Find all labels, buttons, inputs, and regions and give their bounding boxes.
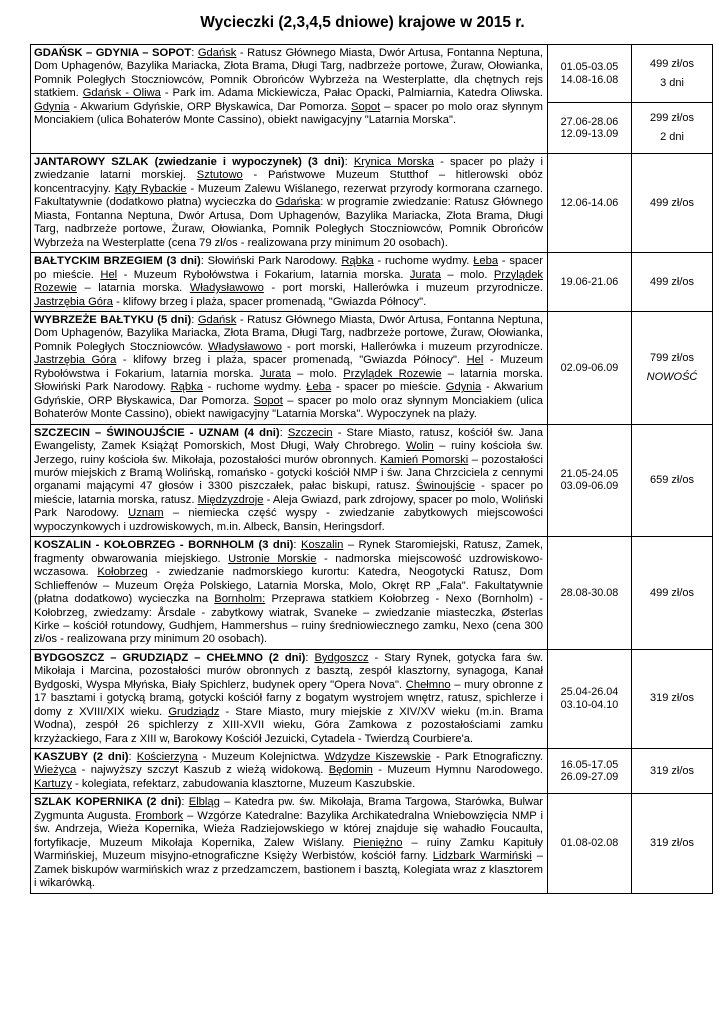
price-text: NOWOŚĆ: [646, 370, 698, 383]
place-name: Hel: [100, 268, 118, 281]
description-text: :: [293, 539, 302, 552]
description-text: :: [305, 651, 315, 664]
description-text: - spacer po mieście, latarnia morska, ratusz.: [34, 480, 543, 506]
date-range: 14.08-16.08: [560, 73, 619, 86]
tour-dates: [548, 537, 632, 650]
date-range: 19.06-21.06: [560, 275, 619, 288]
place-name: Władysławowo: [208, 340, 283, 353]
place-name: Międzyzdroje: [197, 493, 264, 506]
price-text: 499 zł/os: [649, 275, 695, 288]
description-text: – spacer po molo oraz słynnym Monciakiem (ulica Bohaterów Monte Cassino), obiekt nawigacyjny "Latarnia Morska". Wypoczynek na plaży.: [34, 394, 544, 421]
date-range: 01.08-02.08: [560, 837, 619, 850]
description-text: - spacer po mieście.: [331, 381, 446, 394]
place-name: Jastrzębia Góra: [34, 354, 117, 367]
place-name: Frombork: [135, 809, 184, 822]
description-text: – molo.: [290, 367, 344, 380]
price-text: 319 zł/os: [649, 764, 695, 777]
description-text: - Muzeum Hymnu Narodowego.: [372, 764, 543, 777]
description-text: - klifowy brzeg i plaża, spacer promenadą, "Gwiazda Północy".: [112, 295, 427, 308]
description-text: - spacer po plaży i zwiedzanie latarni morskiej.: [34, 156, 543, 182]
description-text: - Park Etnograficzny.: [430, 751, 543, 764]
tour-dates: [548, 154, 632, 253]
place-name: Kartuzy: [34, 777, 72, 790]
date-range: 12.06-14.06: [560, 196, 619, 209]
description-text: - Aleja Gwiazd, park zdrojowy, spacer po molo, Woliński Park Narodowy.: [34, 493, 543, 520]
place-name: Gdynia: [445, 381, 482, 394]
place-name: Jurata: [409, 268, 441, 281]
description-text: - Państwowe Muzeum Stutthof – hitlerowski obóz koncentracyjny.: [34, 169, 543, 195]
tour-name: KASZUBY (2 dni): [34, 751, 129, 764]
tour-description: [31, 45, 548, 154]
place-name: Kościerzyna: [136, 751, 198, 764]
tour-name: BAŁTYCKIM BRZEGIEM (3 dni): [34, 255, 201, 268]
description-text: – Wzgórze Katedralne: Bazylika Archikatedralna Wniebowzięcia NMP i św. Andrzeja, Wieża Kopernika, Wieża Radziejowskiego w której znajduje się wahadło Foucaulta, fortyfikacje, Muzeum Mikołaja Kopernika, Zalew Wiślany.: [34, 809, 543, 849]
description-text: :: [191, 47, 198, 59]
description-text: - spacer po mieście.: [34, 255, 543, 281]
tour-name: GDAŃSK – GDYNIA – SOPOT: [34, 47, 192, 59]
description-text: - Park im. Adama Mickiewicza, Pałac Opacki, Palmiarnia, Katedra Oliwska.: [160, 87, 543, 100]
price-text: 659 zł/os: [649, 473, 695, 486]
description-text: – Katedra pw. św. Mikołaja, Brama Targowa, Starówka, Bulwar Zygmunta Augusta.: [34, 796, 544, 822]
description-text: – ruiny kościoła św. Jerzego, ruiny kościoła św. Mikołaja, pozostałości murów obronnych.: [34, 440, 543, 466]
tour-price: [632, 794, 713, 893]
place-name: Gdynia: [34, 100, 70, 113]
description-text: - Stare Miasto, ratusz, kościół św. Jana Ewangelisty, Zamek Książąt Pomorskich, Most Długi, Wały Chrobrego.: [34, 426, 543, 453]
place-name: Przylądek Rozewie: [343, 367, 442, 380]
place-name: Łeba: [306, 381, 332, 394]
description-text: – latarnia morska. Słowiński Park Narodowy.: [34, 367, 543, 394]
description-text: :: [191, 313, 198, 326]
tour-price: [632, 311, 713, 424]
description-text: :: [128, 751, 137, 764]
place-name: Kamień Pomorski: [380, 453, 469, 466]
place-name: Łeba: [473, 255, 499, 268]
tour-description: [31, 537, 548, 650]
place-name: Chełmno: [405, 678, 451, 691]
price-text: 499 zł/os: [649, 57, 695, 70]
tour-dates: [548, 103, 632, 154]
description-text: :: [181, 796, 189, 809]
page-title: Wycieczki (2,3,4,5 dniowe) krajowe w 2015 r.: [200, 14, 525, 31]
tour-description: [31, 794, 548, 893]
place-name: Wdzydze Kiszewskie: [324, 751, 431, 764]
tour-row: [31, 537, 713, 650]
place-name: Grudziądz: [168, 705, 220, 718]
tour-row: [31, 649, 713, 748]
description-text: - zwiedzanie nadmorskiego kurortu: Katedra, Neogotycki Ratusz, Dom Schlieffenów – Muzeum Oręża Polskiego, Latarnia Morska, Molo, Okręt RP „Fala". Fakultatywnie (płatna dodatkowo) wycieczka na: [34, 566, 543, 606]
price-text: 799 zł/os: [649, 351, 695, 364]
place-name: Świnoujście: [416, 480, 476, 493]
tour-description: [31, 253, 548, 312]
description-text: - Akwarium Gdyńskie, ORP Błyskawica, Dar Pomorza.: [34, 381, 543, 407]
tour-name: SZLAK KOPERNIKA (2 dni): [34, 796, 182, 809]
place-name: Sopot: [253, 394, 283, 407]
place-name: Uznam: [128, 507, 164, 520]
description-text: - Muzeum Rybołówstwa i Fokarium, latarnia morska.: [117, 268, 410, 281]
tour-row: [31, 45, 713, 103]
description-text: - Akwarium Gdyńskie, ORP Błyskawica, Dar Pomorza.: [69, 100, 352, 113]
description-text: – spacer po molo oraz słynnym Monciakiem (ulica Bohaterów Monte Cassino), obiekt nawigacyjny "Latarnia Morska".: [34, 100, 543, 127]
place-name: Wieżyca: [34, 764, 77, 777]
place-name: Przylądek Rozewie: [34, 268, 544, 295]
description-text: – Zamek biskupów warmińskich wraz z przedzamczem, bastionem i basztą, Kolegiata wraz z klasztorem i wikarówką.: [34, 850, 543, 890]
tour-price: [632, 103, 713, 154]
price-text: 319 zł/os: [649, 692, 695, 705]
tour-name: SZCZECIN – ŚWINOUJŚCIE - UZNAM (4 dni): [34, 426, 280, 439]
description-text: - Ratusz Głównego Miasta, Dwór Artusa, Fontanna Neptuna, Dom Uphagenów, Bazylika Mariacka, Złota Brama, Długi Targ, nadbrzeże portowe, Żuraw, Ołowianka, Pomnik Poległych Stoczniowców, Pomnik Obrońców Wybrzeża na Westerplatte, dla chętnych rejs statkiem.: [34, 47, 543, 100]
place-name: Kąty Rybackie: [114, 182, 187, 195]
date-range: 03.09-06.09: [560, 480, 619, 493]
place-name: Sopot: [351, 100, 381, 113]
tour-description: [31, 649, 548, 748]
place-name: Lidzbark Warmiński: [432, 850, 532, 863]
place-name: Koszalin: [301, 539, 344, 552]
description-text: - Stare Miasto, mury miejskie z XIV/XV wieku (m.in. Brama Wodna), zespół 26 spichlerzy z XIII-XVII wieku, Góra Zamkowa z pozostałościami zamku krzyżackiego, Fara z XIII w, Barokowy Kościół Jezuicki, Cytadela - Twierdzą Courbiere'a.: [34, 705, 543, 745]
description-text: - Stary Rynek, gotycka fara św. Mikołaja i Marcina, pozostałości murów obronnych z basztą, zespół klasztorny, synagoga, Kanał Bydgoski, Wyspa Młyńska, Biały Spichlerz, budynek opery "Opera Nova".: [34, 651, 543, 691]
description-text: – pozostałości murów miejskich z Bramą Wolińską, romańsko - gotycki kościół NMP i św. Jana Chrzciciela z cennymi organami mającymi 47 głosów i 3300 piszczałek, pałac biskupi, ratusz.: [34, 453, 543, 493]
price-text: 3 dni: [660, 76, 684, 89]
description-text: - ruchome wydmy.: [373, 255, 474, 268]
tour-row: [31, 311, 713, 424]
place-name: Sztutowo: [196, 169, 243, 182]
description-text: Przeprawa statkiem Kołobrzeg - Nexo (Bornholm) - Kołobrzeg, zwiedzamy: Årsdale - zabytkowy wiatrak, Svaneke – zwiedzanie miasteczka, Østerlas Kirke – kościół rotundowy, Gudhjem, Hammershus – ruiny średniowiecznego zamku, Nexo (cena 300 zł/os - realizowana przy minimum 20 osobach).: [34, 593, 543, 646]
tour-name: WYBRZEŻE BAŁTYKU (5 dni): [34, 313, 192, 326]
place-name: Hel: [466, 354, 484, 367]
tour-dates: [548, 424, 632, 537]
price-text: 2 dni: [660, 131, 684, 143]
description-text: - Muzeum Zalewu Wiślanego, rezerwat przyrody kormorana czarnego. Fakultatywnie (dodatkowo płatna) wycieczka do: [34, 182, 543, 209]
tour-description: [31, 749, 548, 794]
description-text: - port morski, Hallerówka i muzeum przyrodnicze.: [282, 340, 544, 353]
description-text: - najwyższy szczyt Kaszub z wieżą widokową.: [76, 764, 329, 777]
place-name: Elbląg: [188, 796, 220, 809]
place-name: Rąbka: [341, 255, 374, 268]
description-text: - kolegiata, refektarz, zabudowania klasztorne, Muzeum Kaszubskie.: [71, 777, 416, 790]
date-range: 27.06-28.06: [560, 115, 619, 128]
tour-row: [31, 794, 713, 893]
place-name: Władysławowo: [189, 282, 264, 295]
place-name: Gdańsk - Oliwa: [82, 87, 161, 100]
description-text: – niemiecka część wyspy - zwiedzanie zabytkowych miejscowości wypoczynkowych i uzdrowiskowych, m.in. Albeck, Bansin, Heringsdorf.: [34, 507, 543, 533]
tour-dates: [548, 311, 632, 424]
price-text: 299 zł/os: [649, 112, 695, 124]
tour-name: KOSZALIN - KOŁOBRZEG - BORNHOLM (3 dni): [34, 539, 294, 552]
tour-row: [31, 424, 713, 537]
place-name: Rąbka: [170, 381, 203, 394]
place-name: Krynica Morska: [353, 156, 434, 168]
price-text: 499 zł/os: [649, 586, 695, 599]
place-name: Gdańsk: [197, 47, 237, 59]
place-name: Jurata: [259, 367, 291, 380]
tour-dates: [548, 749, 632, 794]
price-text: 499 zł/os: [649, 196, 695, 209]
date-range: 21.05-24.05: [560, 467, 619, 480]
description-text: – molo.: [440, 268, 494, 281]
tour-row: [31, 253, 713, 312]
tour-row: [31, 749, 713, 794]
tour-dates: [548, 253, 632, 312]
tour-description: [31, 424, 548, 537]
place-name: Będomin: [328, 764, 373, 777]
date-range: 02.09-06.09: [560, 361, 619, 374]
description-text: – Rynek Staromiejski, Ratusz, Zamek, fragmenty obwarowania miejskiego.: [34, 539, 544, 565]
tours-table: [30, 44, 713, 894]
description-text: - nadmorska miejscowość uzdrowiskowo-wczasowa.: [34, 552, 543, 579]
place-name: Kołobrzeg: [97, 566, 148, 579]
description-text: :: [279, 426, 288, 439]
description-text: - Muzeum Rybołówstwa i Fokarium, latarnia morska.: [34, 354, 544, 380]
tour-price: [632, 154, 713, 253]
place-name: Ustronie Morskie: [228, 552, 317, 565]
date-range: 28.08-30.08: [560, 586, 619, 599]
description-text: – latarnia morska.: [76, 282, 190, 295]
price-text: 319 zł/os: [649, 836, 695, 849]
place-name: Bornholm:: [214, 593, 266, 606]
tour-row: [31, 154, 713, 253]
tour-price: [632, 45, 713, 103]
description-text: – mury obronne z 17 basztami i gotycką bramą, gotycki kościół farny z bogatym wystrojem wnętrz, ratusz, spichlerze i domy z XVIII/XIX wieku.: [34, 678, 543, 718]
date-range: 16.05-17.05: [560, 758, 619, 771]
tour-price: [632, 424, 713, 537]
tour-price: [632, 649, 713, 748]
date-range: 25.04-26.04: [560, 686, 619, 699]
description-text: - ruchome wydmy.: [202, 381, 307, 394]
tour-dates: [548, 649, 632, 748]
tour-price: [632, 253, 713, 312]
date-range: 12.09-13.09: [560, 128, 619, 140]
tour-description: [31, 311, 548, 424]
tours-table-body: [31, 45, 713, 894]
tour-name: JANTAROWY SZLAK (zwiedzanie i wypoczynek) (3 dni): [34, 156, 345, 168]
tour-description: [31, 154, 548, 253]
description-text: - klifowy brzeg i plaża, spacer promenadą, "Gwiazda Północy".: [116, 354, 467, 367]
tour-price: [632, 537, 713, 650]
date-range: 01.05-03.05: [560, 61, 619, 73]
description-text: - Ratusz Głównego Miasta, Dwór Artusa, Fontanna Neptuna, Dom Uphagenów, Bazylika Mariacka, Złota Brama, Długi Targ, nadbrzeże portowe, Żuraw, Ołowianka, Pomnik Poległych Stoczniowców.: [34, 313, 543, 353]
date-range: 03.10-04.10: [560, 698, 619, 711]
description-text: :: [344, 156, 354, 168]
place-name: Bydgoszcz: [314, 651, 369, 664]
description-text: : w programie zwiedzanie: Ratusz Głównego Miasta, Fontanna Neptuna, Dwór Artusa, Dom Uphagenów, Bazylika Mariacka, Złota Brama, Długi Targ, nadbrzeże portowe, Żuraw, Ołowianka, Pomnik Poległych Stoczniowców, Pomnik Obrońców Wybrzeża na Westerplatte (cena 79 zł/os - realizowana przy minimum 20 osobach).: [34, 196, 543, 249]
place-name: Wolin: [405, 440, 434, 453]
description-text: - port morski, Hallerówka i muzeum przyrodnicze.: [263, 282, 543, 295]
place-name: Pieniężno: [353, 836, 403, 849]
description-text: – ruiny Zamku Kapituły Warmińskiej, Muzeum misyjno-etnograficzne Księży Werbistów, kościół farny.: [34, 836, 543, 863]
place-name: Gdańska: [275, 196, 321, 209]
tour-dates: [548, 794, 632, 893]
tour-price: [632, 749, 713, 794]
description-text: - Muzeum Kolejnictwa.: [197, 751, 325, 764]
tour-dates: [548, 45, 632, 103]
place-name: Szczecin: [287, 426, 333, 439]
place-name: Gdańsk: [197, 313, 237, 326]
tour-name: BYDGOSZCZ – GRUDZIĄDZ – CHEŁMNO (2 dni): [34, 651, 306, 664]
place-name: Jastrzębia Góra: [34, 295, 113, 308]
description-text: : Słowiński Park Narodowy.: [200, 255, 342, 268]
date-range: 26.09-27.09: [560, 771, 619, 784]
